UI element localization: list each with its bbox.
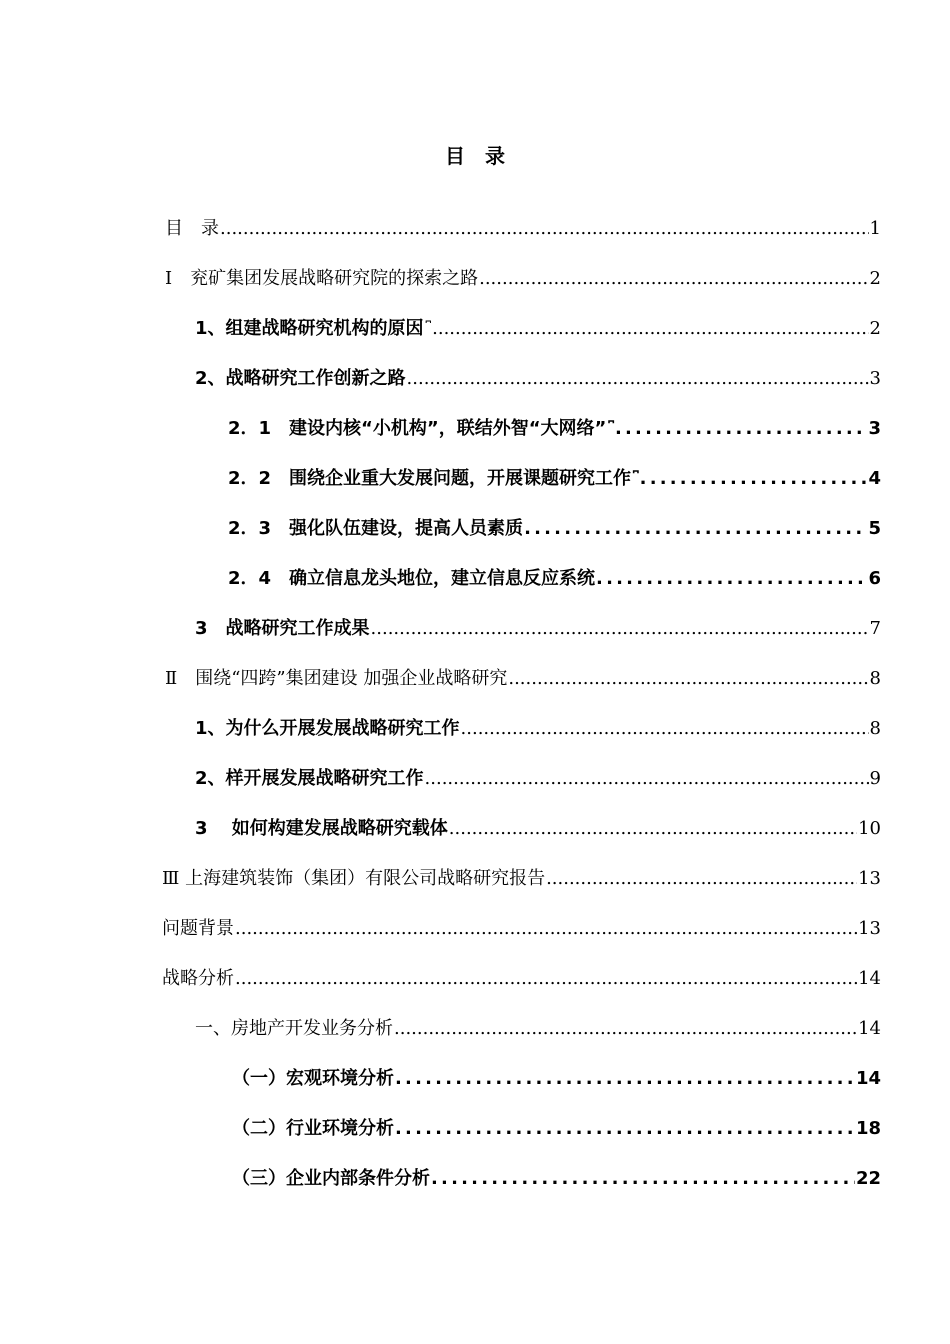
toc-entry-page: 2 [869,268,881,289]
toc-entry-page: 1 [869,218,881,239]
dot-leader [524,518,867,540]
toc-entry-page: 10 [858,818,881,839]
dot-leader [431,1168,855,1190]
toc-entry-page: 5 [868,518,881,539]
dot-leader [394,1018,857,1040]
toc-entry-label: 一、房地产开发业务分析 [195,1018,393,1039]
toc-entry-label: Ⅱ 围绕“四跨”集团建设 加强企业战略研究 [165,668,508,689]
toc-entry-label: 1、组建战略研究机构的原因 [195,318,424,339]
dot-leader [449,818,857,840]
toc-entry-page: 4 [868,468,881,489]
toc-entry-label: 2、样开展发展战略研究工作 [195,768,424,789]
dot-leader [432,318,868,340]
toc-entry-label: 2．2 围绕企业重大发展问题，开展课题研究工作 [228,468,632,489]
toc-entry[interactable] [162,910,881,940]
dot-leader [407,368,869,390]
toc-entry-page: 2 [869,318,881,339]
toc-entry[interactable] [232,1060,881,1090]
toc-entry-label: （三）企业内部条件分析 [232,1168,430,1189]
dot-leader [546,868,857,890]
dot-leader [395,1068,855,1090]
toc-entry[interactable] [165,210,881,240]
toc-entry[interactable] [228,560,881,590]
toc-entry-label: 1、为什么开展发展战略研究工作 [195,718,460,739]
dot-leader [640,468,868,490]
toc-entry[interactable] [195,360,881,390]
toc-entry-page: 13 [858,918,881,939]
dot-leader [395,1118,855,1140]
toc-entry-page: 18 [855,1118,881,1139]
dot-leader [479,268,868,290]
toc-entry[interactable] [195,310,881,340]
toc-entry-page: 8 [869,718,881,739]
dot-leader [220,218,869,240]
dot-leader [371,618,869,640]
toc-entry[interactable] [195,810,881,840]
toc-entry-label: 2．4 确立信息龙头地位，建立信息反应系统 [228,568,596,589]
toc-entry[interactable] [195,1010,881,1040]
toc-entry-page: 3 [868,418,881,439]
toc-entry-label: 3 战略研究工作成果 [195,618,370,639]
toc-entry-label: 3 如何构建发展战略研究载体 [195,818,448,839]
toc-entry-page: 3 [869,368,881,389]
toc-entry-label: 2．1 建设内核“小机构”，联结外智“大网络” [228,418,607,439]
toc-entry-page: 9 [869,768,881,789]
toc-entry[interactable] [162,860,881,890]
toc-entry[interactable] [195,710,881,740]
toc-entry[interactable] [165,260,881,290]
toc-entry-label: 问题背景 [162,918,234,939]
toc-entry[interactable] [228,510,881,540]
toc-entry-label: （一）宏观环境分析 [232,1068,394,1089]
toc-entry-page: 13 [858,868,881,889]
bracket-glyph-icon: ⎴ [608,421,614,437]
toc-entry-label: （二）行业环境分析 [232,1118,394,1139]
toc-entry-page: 14 [858,1018,881,1039]
page-title: 目 录 [445,144,505,168]
toc-entry[interactable] [195,610,881,640]
toc-entry[interactable] [232,1110,881,1140]
dot-leader [508,668,868,690]
dot-leader [461,718,869,740]
bracket-glyph-icon: ⎴ [633,471,639,487]
toc-entry[interactable] [228,460,881,490]
toc-entry-label: 战略分析 [162,968,234,989]
toc-entry-page: 22 [855,1168,881,1189]
toc-entry-page: 14 [858,968,881,989]
dot-leader [615,418,867,440]
toc-entry-page: 7 [869,618,881,639]
dot-leader [235,968,857,990]
toc-entry-page: 14 [855,1068,881,1089]
toc-entry[interactable] [232,1160,881,1190]
toc-entry-label: 2．3 强化队伍建设，提高人员素质 [228,518,524,539]
toc-entry-page: 8 [869,668,881,689]
toc-entry[interactable] [195,760,881,790]
toc-entry[interactable] [162,960,881,990]
bracket-glyph-icon: ⎴ [425,321,432,337]
toc-entry-page: 6 [868,568,881,589]
toc-entry[interactable] [165,660,881,690]
toc-entry-label: Ⅲ 上海建筑装饰（集团）有限公司战略研究报告 [162,868,546,889]
toc-entry[interactable] [228,410,881,440]
dot-leader [596,568,867,590]
toc-entry-label: 目 录 [165,218,219,239]
toc-entry-label: 2、战略研究工作创新之路 [195,368,406,389]
toc-entry-label: Ⅰ 兖矿集团发展战略研究院的探索之路 [165,268,479,289]
dot-leader [235,918,857,940]
dot-leader [425,768,869,790]
